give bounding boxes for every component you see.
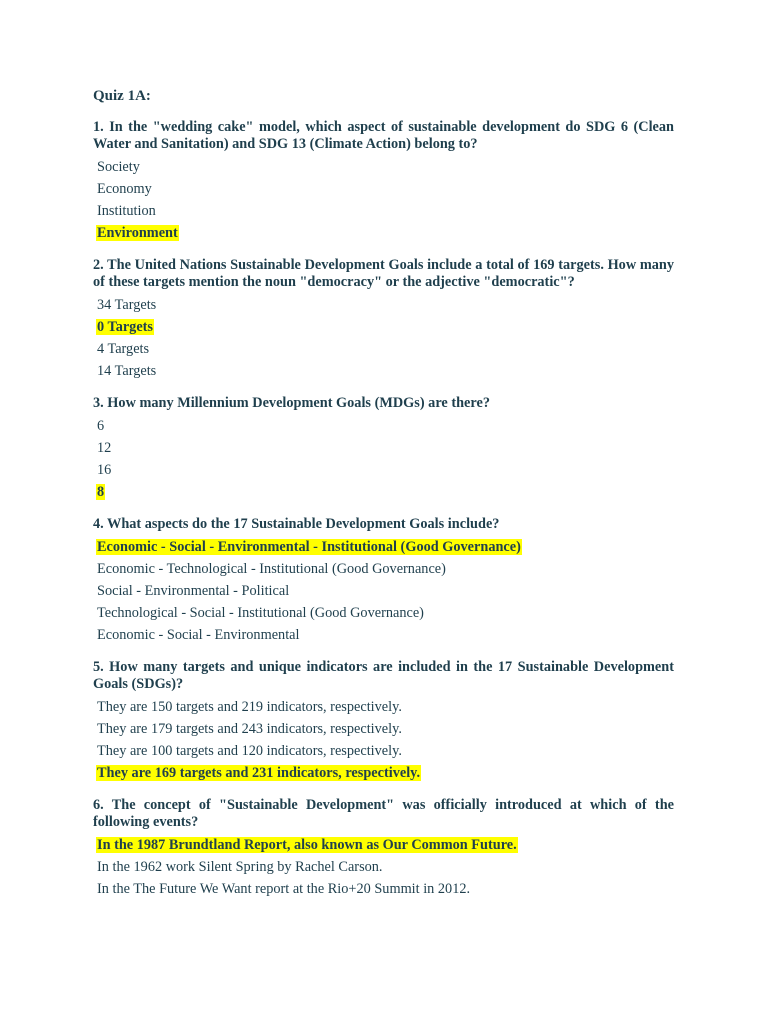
answer-option [93,459,674,481]
answer-option-label: 4 Targets [97,341,150,357]
question-6 [93,797,674,900]
answer-option-label: 34 Targets [97,297,157,313]
question-1 [93,119,674,244]
question-2 [93,257,674,382]
answer-option-label: 16 [97,462,112,478]
question-3 [93,395,674,503]
answer-option-correct [93,481,674,503]
answer-option-label: Institution [97,203,156,219]
answer-option [93,156,674,178]
answer-option-label: They are 150 targets and 219 indicators, respectively. [97,699,402,715]
answer-option-label: They are 169 targets and 231 indicators, respectively. [97,765,421,781]
answer-option-label: In the The Future We Want report at the Rio+20 Summit in 2012. [97,881,471,897]
quiz-document [93,86,674,913]
question-text: 3. How many Millennium Development Goals (MDGs) are there? [93,395,490,411]
answer-option-label: In the 1962 work Silent Spring by Rachel Carson. [97,859,383,875]
question-text: 6. The concept of "Sustainable Development" was officially introduced at which of the following events? [93,797,674,830]
answer-option-label: Technological - Social - Institutional (Good Governance) [97,605,424,621]
answer-option-label: Economic - Technological - Institutional (Good Governance) [97,561,446,577]
answer-option-label: 12 [97,440,112,456]
answer-option-correct [93,536,674,558]
answer-option [93,178,674,200]
answer-option [93,696,674,718]
question-text: 4. What aspects do the 17 Sustainable Development Goals include? [93,516,500,532]
answer-option-label: They are 100 targets and 120 indicators, respectively. [97,743,402,759]
answer-option [93,602,674,624]
answer-option-label: 8 [97,484,105,500]
answer-option [93,360,674,382]
answer-option [93,294,674,316]
answer-option [93,580,674,602]
question-4 [93,516,674,646]
answer-option [93,740,674,762]
question-text: 5. How many targets and unique indicators are included in the 17 Sustainable Development Goals (SDGs)? [93,659,674,692]
answer-option [93,200,674,222]
answer-option [93,718,674,740]
question-text: 2. The United Nations Sustainable Development Goals include a total of 169 targets. How many of these targets mention the noun "democracy" or the adjective "democratic"? [93,257,674,290]
answer-option-label: Society [97,159,140,175]
question-list [93,119,674,900]
answer-option-correct [93,222,674,244]
answer-option-correct [93,834,674,856]
answer-option-correct [93,762,674,784]
answer-option-label: Social - Environmental - Political [97,583,290,599]
answer-option-label: 0 Targets [97,319,154,335]
answer-option [93,878,674,900]
answer-option-label: 14 Targets [97,363,157,379]
answer-option-label: 6 [97,418,105,434]
answer-option [93,338,674,360]
answer-option [93,856,674,878]
question-5 [93,659,674,784]
answer-option [93,624,674,646]
answer-option-label: In the 1987 Brundtland Report, also known as Our Common Future. [97,837,517,853]
answer-option-label: Economic - Social - Environmental - Institutional (Good Governance) [97,539,521,555]
answer-option-label: Economic - Social - Environmental [97,627,300,643]
quiz-title: Quiz 1A: [93,88,151,104]
answer-option-correct [93,316,674,338]
answer-option-label: Environment [97,225,178,241]
answer-option-label: Economy [97,181,152,197]
answer-option-label: They are 179 targets and 243 indicators, respectively. [97,721,402,737]
answer-option [93,558,674,580]
answer-option [93,437,674,459]
question-text: 1. In the "wedding cake" model, which aspect of sustainable development do SDG 6 (Clean Water and Sanitation) and SDG 13 (Climate Action) belong to? [93,119,674,152]
answer-option [93,415,674,437]
